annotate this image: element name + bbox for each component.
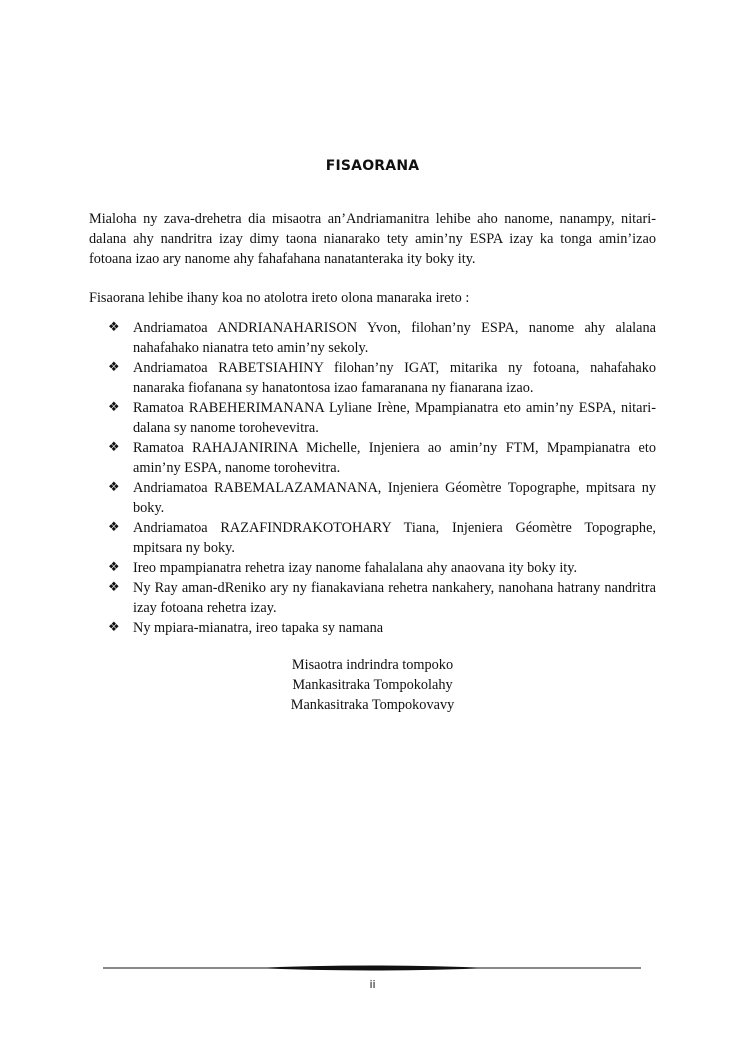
list-item-text: Ny mpiara-mianatra, ireo tapaka sy namana: [133, 620, 384, 636]
diamond-bullet-icon: ❖: [108, 520, 120, 535]
list-item-text: Andriamatoa RABEMALAZAMANANA, Injeniera Géomètre Topographe, mpitsara ny boky.: [133, 480, 656, 516]
list-item-text: Andriamatoa RABETSIAHINY filohan’ny IGAT, mitarika ny fotoana, nahafahako nanaraka fiofanana sy hanatontosa izao famaranana ny fianarana izao.: [133, 360, 656, 396]
closing-line-ladies: Mankasitraka Tompokovavy: [290, 697, 455, 713]
page-number: ii: [369, 978, 376, 991]
list-item-text: Ny Ray aman-dReniko ary ny fianakaviana rehetra nankahery, nanohana hatrany nandritra izay fotoana rehetra izay.: [133, 580, 656, 616]
list-item: [108, 358, 656, 398]
list-item-text: Ramatoa RAHAJANIRINA Michelle, Injeniera ao amin’ny FTM, Mpampianatra eto amin’ny ESPA, nanome torohevitra.: [133, 440, 656, 476]
closing-line-thanks: Misaotra indrindra tompoko: [291, 657, 454, 673]
list-item: [108, 318, 656, 358]
closing-line-gentlemen: Mankasitraka Tompokolahy: [292, 677, 453, 693]
diamond-bullet-icon: ❖: [108, 580, 120, 595]
diamond-bullet-icon: ❖: [108, 480, 120, 495]
list-item: [108, 578, 656, 618]
diamond-bullet-icon: ❖: [108, 360, 120, 375]
lead-paragraph: Fisaorana lehibe ihany koa no atolotra ireto olona manaraka ireto :: [89, 290, 470, 306]
list-item: [108, 398, 656, 438]
list-item: [108, 438, 656, 478]
acknowledgement-list: [108, 318, 656, 638]
diamond-bullet-icon: ❖: [108, 560, 120, 575]
list-item: [108, 518, 656, 558]
list-item: [108, 558, 656, 578]
footer-divider: [103, 963, 641, 973]
diamond-bullet-icon: ❖: [108, 440, 120, 455]
list-item-text: Ramatoa RABEHERIMANANA Lyliane Irène, Mpampianatra eto amin’ny ESPA, nitari-dalana sy nanome torohevevitra.: [133, 400, 656, 436]
intro-paragraph: Mialoha ny zava-drehetra dia misaotra an’Andriamanitra lehibe aho nanome, nanampy, nitari-dalana ahy nandritra izay dimy taona nianarako tety amin’ny ESPA izay ka tonga amin’izao fotoana izao ary nanome ahy fahafahana nanatanteraka ity boky ity.: [89, 211, 656, 267]
list-item-text: Andriamatoa RAZAFINDRAKOTOHARY Tiana, Injeniera Géomètre Topographe, mpitsara ny boky.: [133, 520, 656, 556]
list-item: [108, 618, 656, 638]
diamond-bullet-icon: ❖: [108, 400, 120, 415]
page-title: FISAORANA: [325, 158, 420, 174]
closing-block: [0, 655, 745, 715]
diamond-bullet-icon: ❖: [108, 320, 120, 335]
list-item-text: Andriamatoa ANDRIANAHARISON Yvon, filohan’ny ESPA, nanome ahy alalana nahafahako nianatra teto amin’ny sekoly.: [133, 320, 656, 356]
diamond-bullet-icon: ❖: [108, 620, 120, 635]
list-item-text: Ireo mpampianatra rehetra izay nanome fahalalana ahy anaovana ity boky ity.: [133, 560, 578, 576]
list-item: [108, 478, 656, 518]
